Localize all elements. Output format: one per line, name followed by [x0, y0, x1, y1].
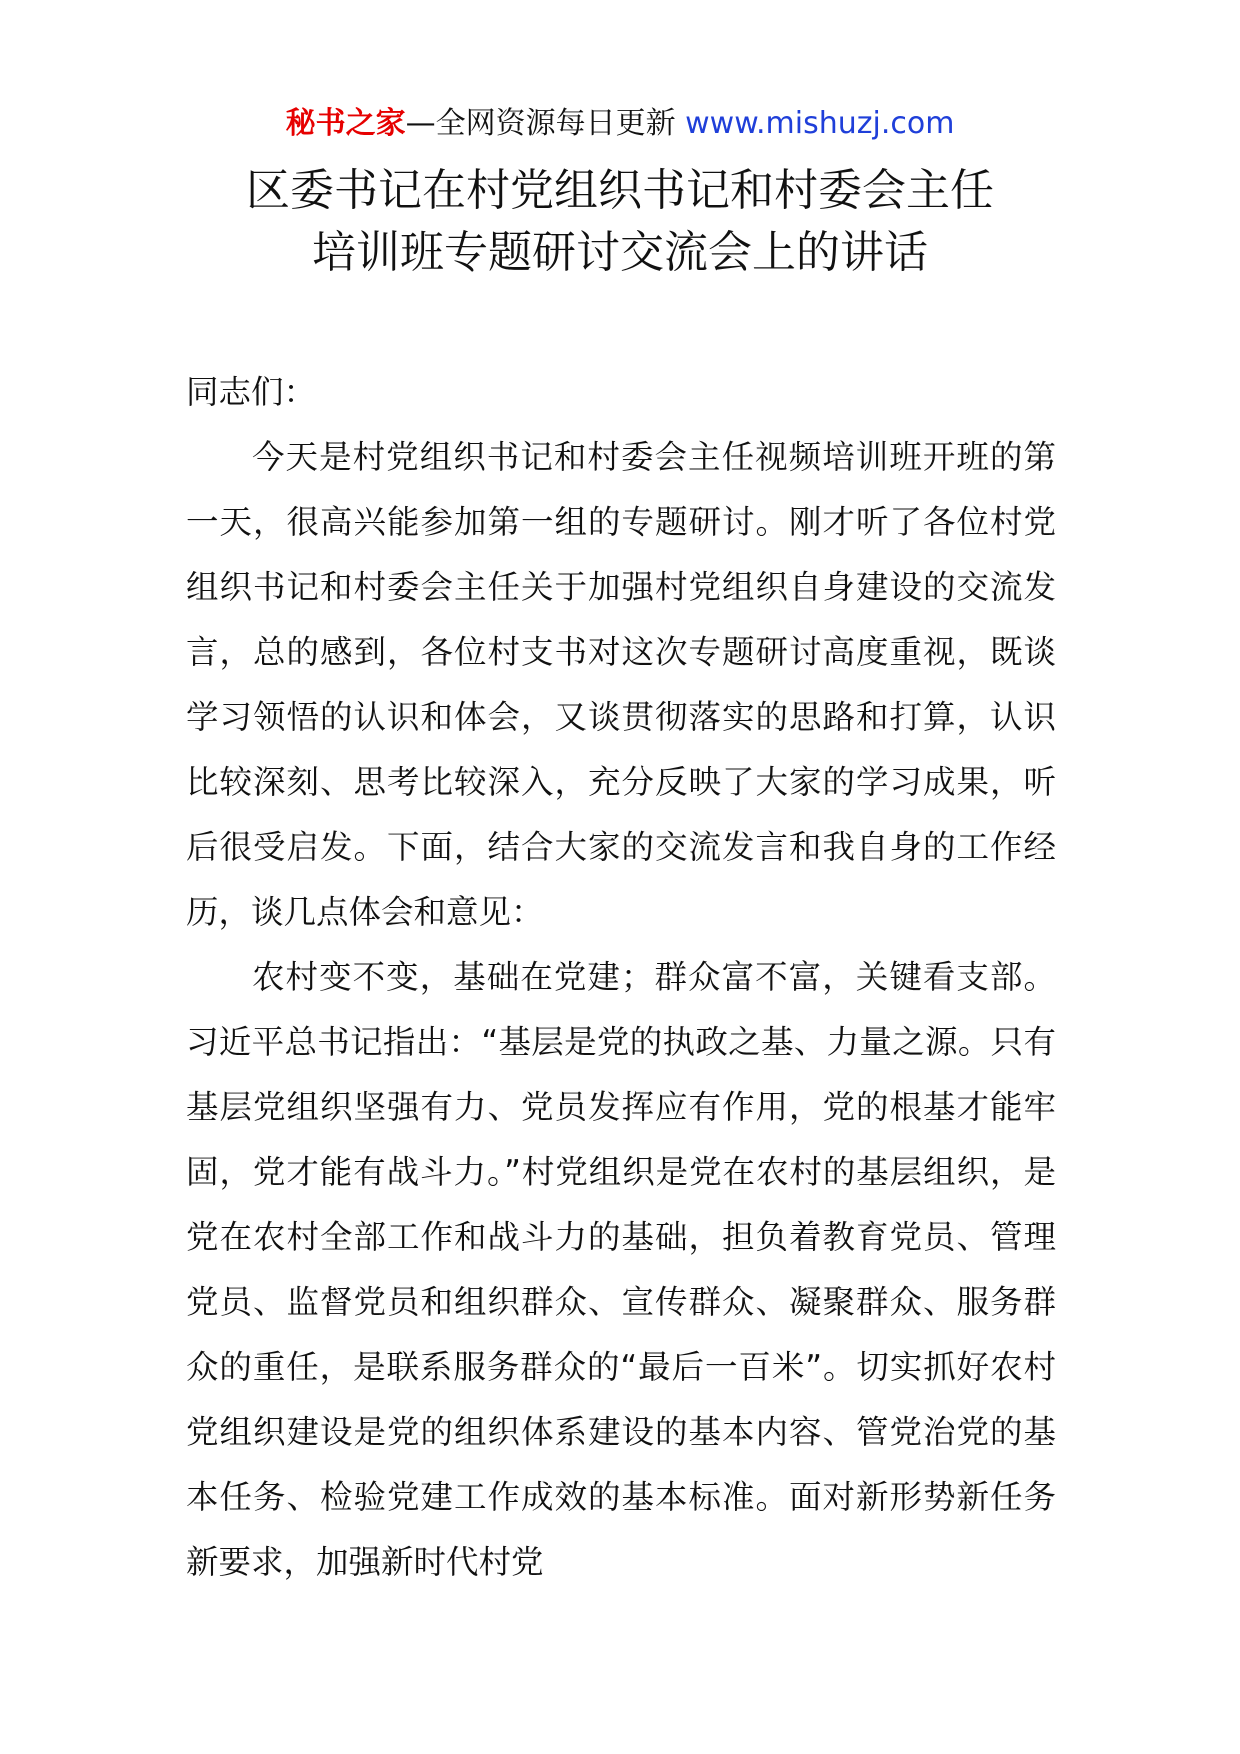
paragraph-2: 农村变不变，基础在党建；群众富不富，关键看支部。习近平总书记指出：“基层是党的执政之基、力量之源。只有基层党组织坚强有力、党员发挥应有作用，党的根基才能牢固，党才能有战斗力。”村党组织是党在农村的基层组织，是党在农村全部工作和战斗力的基础，担负着教育党员、管理党员、监督党员和组织群众、宣传群众、凝聚群众、服务群众的重任，是联系服务群众的“最后一百米”。切实抓好农村党组织建设是党的组织体系建设的基本内容、管党治党的基本任务、检验党建工作成效的基本标准。面对新形势新任务新要求，加强新时代村党 — [186, 958, 1056, 1581]
header-tagline: —全网资源每日更新 — [405, 106, 686, 141]
document-body — [186, 360, 1056, 1595]
title-line-1: 区委书记在村党组织书记和村委会主任 — [246, 165, 994, 216]
brand-name: 秘书之家 — [285, 106, 406, 141]
site-url[interactable]: www.mishuzj.com — [685, 106, 955, 141]
title-line-2: 培训班专题研讨交流会上的讲话 — [312, 227, 928, 278]
site-header — [0, 100, 1240, 148]
salutation: 同志们： — [186, 373, 317, 411]
document-title — [0, 160, 1240, 284]
paragraph-1: 今天是村党组织书记和村委会主任视频培训班开班的第一天，很高兴能参加第一组的专题研讨。刚才听了各位村党组织书记和村委会主任关于加强村党组织自身建设的交流发言，总的感到，各位村支书对这次专题研讨高度重视，既谈学习领悟的认识和体会，又谈贯彻落实的思路和打算，认识比较深刻、思考比较深入，充分反映了大家的学习成果，听后很受启发。下面，结合大家的交流发言和我自身的工作经历，谈几点体会和意见： — [186, 438, 1056, 931]
